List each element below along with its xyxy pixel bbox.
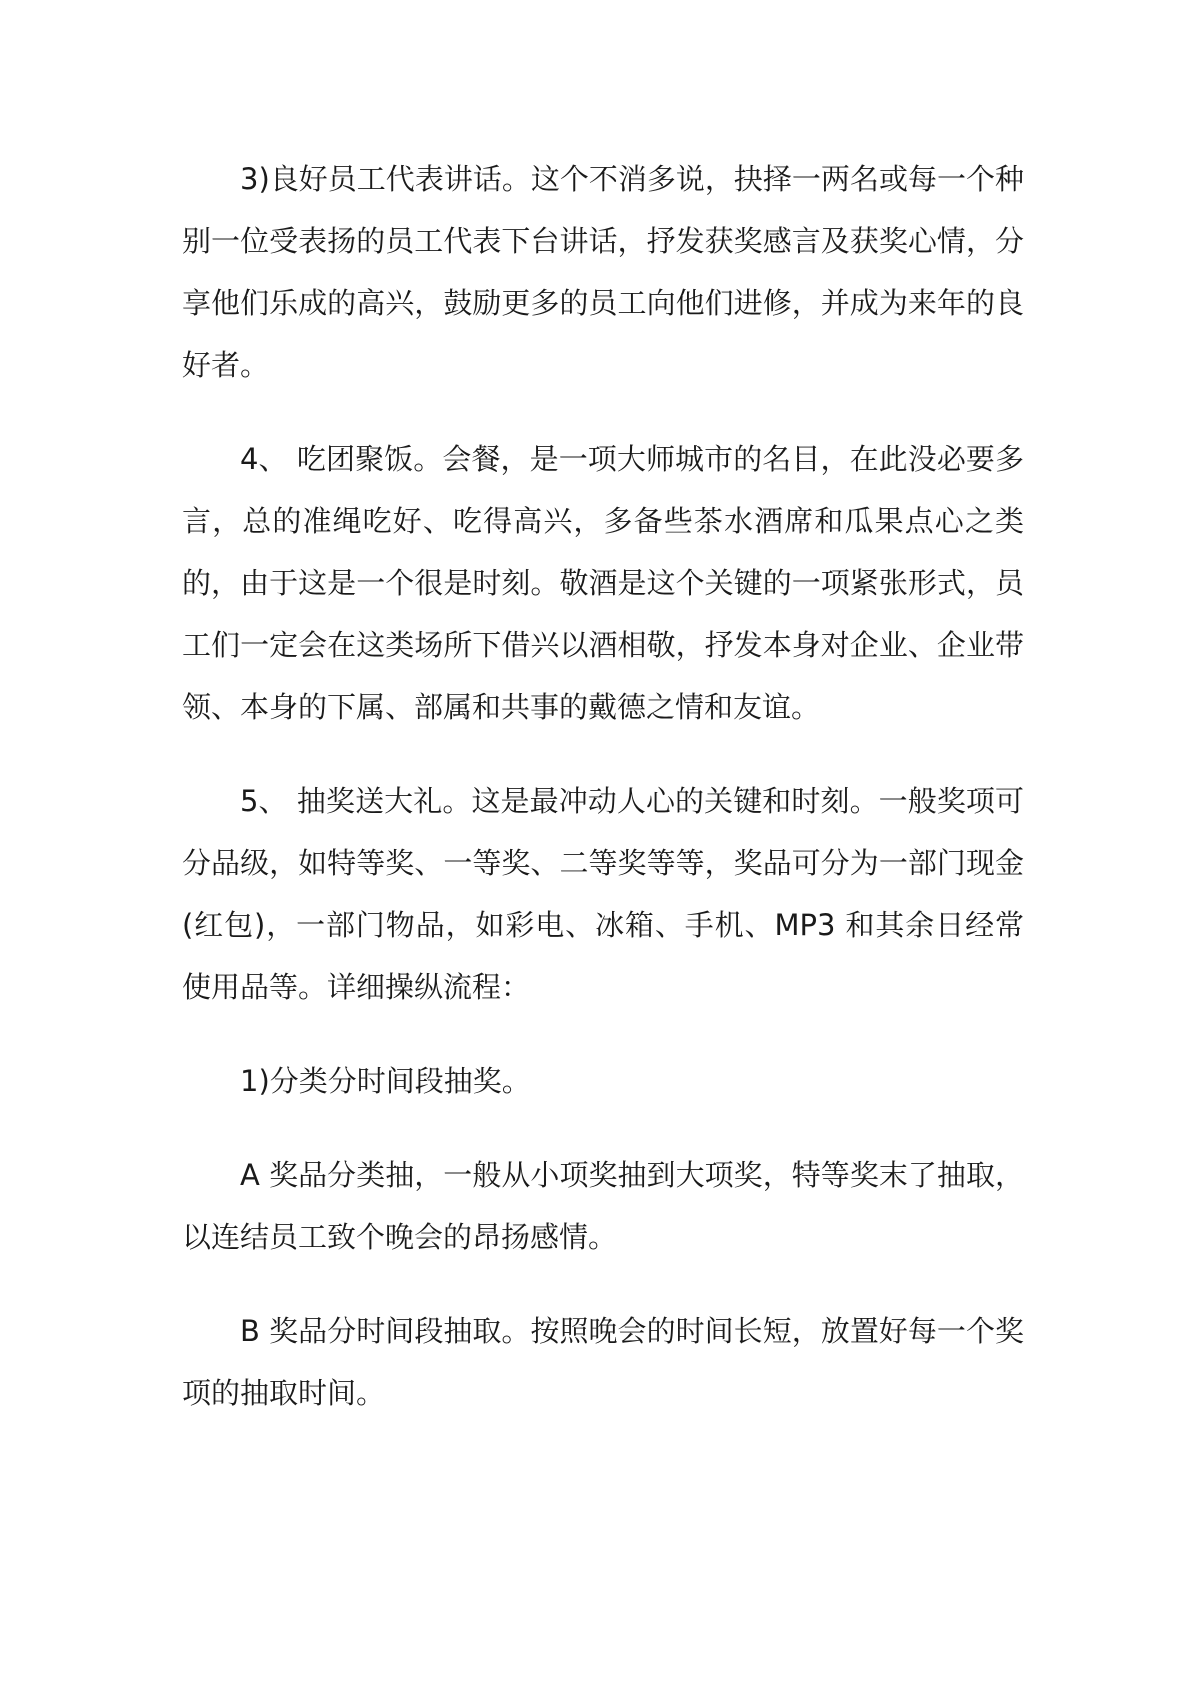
paragraph-lottery-by-category: A 奖品分类抽，一般从小项奖抽到大项奖，特等奖末了抽取，以连结员工致个晚会的昂扬感情。 [182, 1158, 1024, 1254]
paragraph-employee-speech: 3)良好员工代表讲话。这个不消多说，抉择一两名或每一个种别一位受表扬的员工代表下台讲话，抒发获奖感言及获奖心情，分享他们乐成的高兴，鼓励更多的员工向他们进修，并成为来年的良好者。 [182, 162, 1024, 382]
paragraph-lottery-gifts: 5、 抽奖送大礼。这是最冲动人心的关键和时刻。一般奖项可分品级，如特等奖、一等奖、二等奖等等，奖品可分为一部门现金(红包)，一部门物品，如彩电、冰箱、手机、MP3 和其余日经常使用品等。详细操纵流程： [182, 784, 1024, 1004]
paragraph-lottery-subheading: 1)分类分时间段抽奖。 [240, 1064, 531, 1098]
document-body [182, 148, 1024, 1456]
paragraph-reunion-dinner: 4、 吃团聚饭。会餐，是一项大师城市的名目，在此没必要多言，总的准绳吃好、吃得高兴，多备些茶水酒席和瓜果点心之类的，由于这是一个很是时刻。敬酒是这个关键的一项紧张形式，员工们一定会在这类场所下借兴以酒相敬，抒发本身对企业、企业带领、本身的下属、部属和共事的戴德之情和友谊。 [182, 442, 1024, 724]
paragraph-lottery-by-time: B 奖品分时间段抽取。按照晚会的时间长短，放置好每一个奖项的抽取时间。 [182, 1314, 1024, 1410]
